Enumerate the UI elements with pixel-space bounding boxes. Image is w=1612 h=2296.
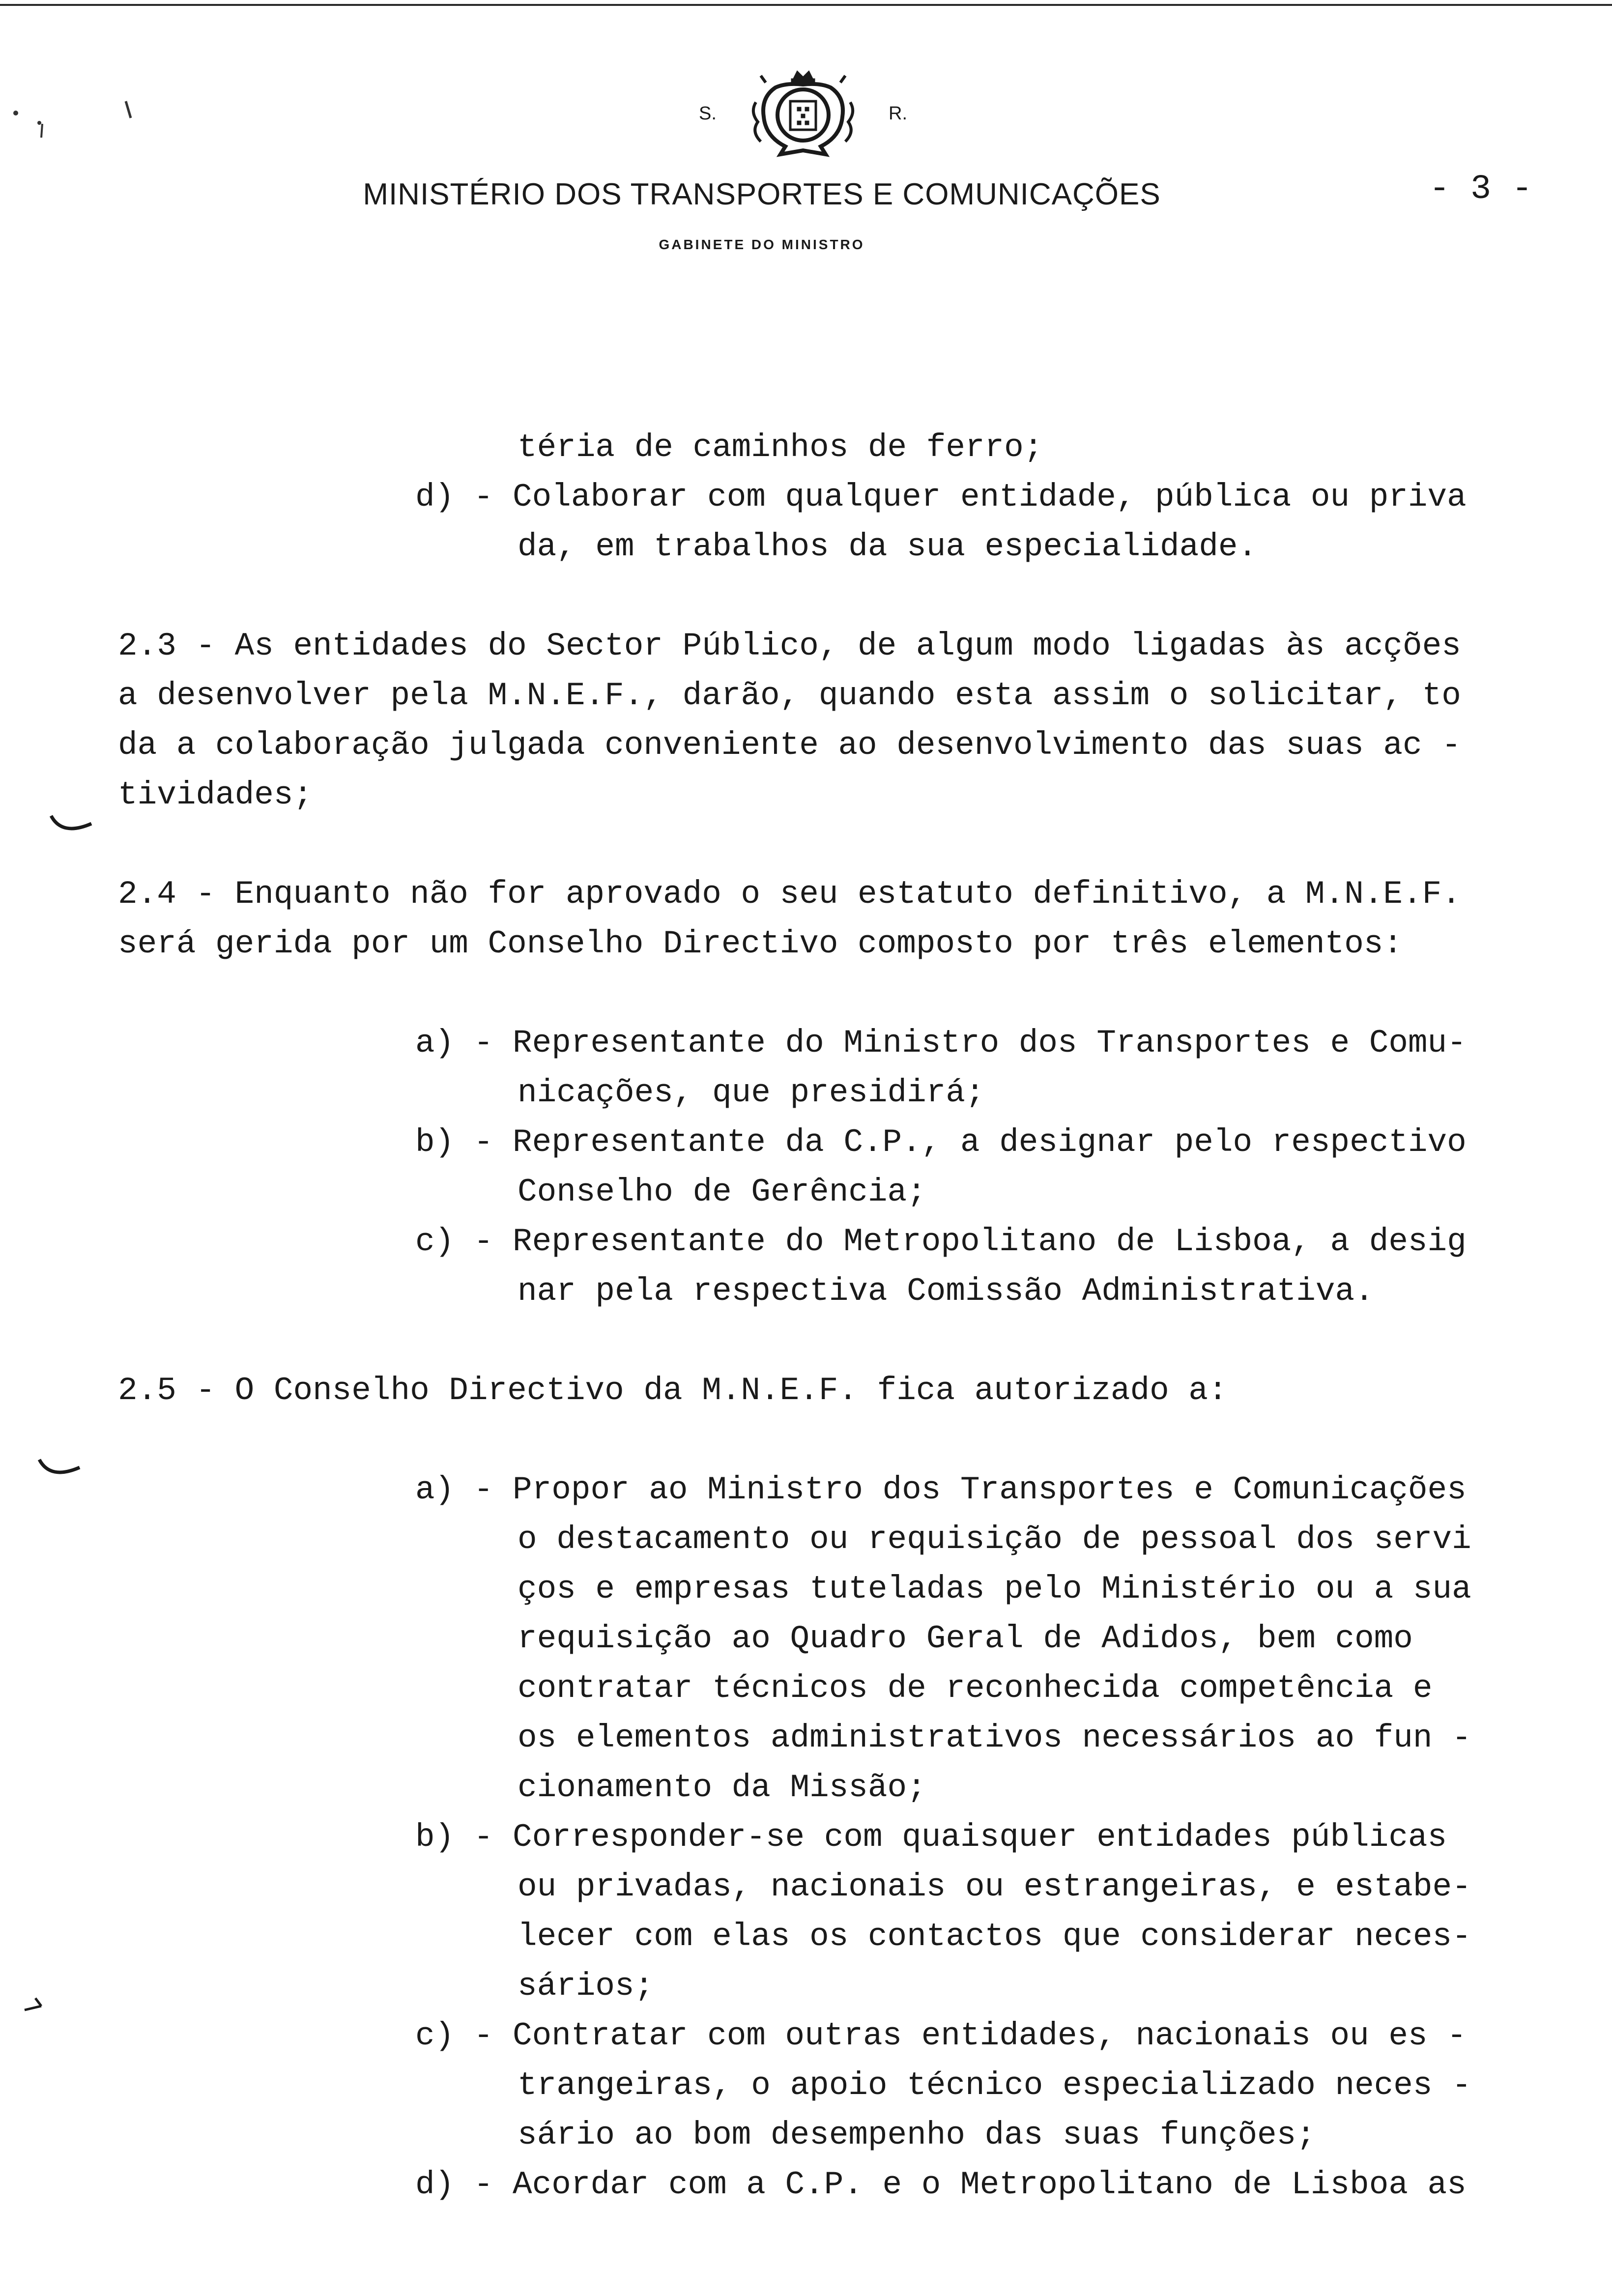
text-line: nicações, que presidirá;: [518, 1074, 985, 1111]
text-line: a) - Representante do Ministro dos Transportes e Comu-: [415, 1025, 1467, 1062]
text-line: requisição ao Quadro Geral de Adidos, bem como: [518, 1620, 1413, 1657]
text-line: b) - Corresponder-se com quaisquer entidades públicas: [415, 1819, 1447, 1856]
text-line: a desenvolver pela M.N.E.F., darão, quando esta assim o solicitar, to: [118, 677, 1461, 714]
margin-specks: [10, 98, 138, 143]
header-r-letter: R.: [889, 103, 907, 124]
text-line: trangeiras, o apoio técnico especializado neces -: [518, 2067, 1471, 2104]
margin-check-mark: [47, 811, 96, 845]
page-number: - 3 -: [1429, 170, 1533, 209]
text-line: ços e empresas tuteladas pelo Ministério ou a sua: [518, 1571, 1471, 1607]
cabinet-subtitle: GABINETE DO MINISTRO: [659, 237, 865, 252]
text-line: sário ao bom desempenho das suas funções;: [518, 2117, 1316, 2153]
text-line: 2.5 - O Conselho Directivo da M.N.E.F. fica autorizado a:: [118, 1372, 1228, 1409]
text-line: ou privadas, nacionais ou estrangeiras, e estabe-: [518, 1868, 1471, 1905]
margin-check-mark: [35, 1455, 85, 1489]
text-line: lecer com elas os contactos que considerar neces-: [518, 1918, 1471, 1955]
text-line: sários;: [518, 1968, 654, 2005]
text-line: da a colaboração julgada conveniente ao desenvolvimento das suas ac -: [118, 727, 1461, 764]
top-rule: [0, 4, 1612, 6]
text-line: téria de caminhos de ferro;: [518, 429, 1043, 466]
text-line: d) - Acordar com a C.P. e o Metropolitano de Lisboa as: [415, 2166, 1467, 2203]
text-line: 2.3 - As entidades do Sector Público, de algum modo ligadas às acções: [118, 628, 1461, 664]
text-line: da, em trabalhos da sua especialidade.: [518, 528, 1258, 565]
ministry-name: MINISTÉRIO DOS TRANSPORTES E COMUNICAÇÕES: [363, 177, 1161, 211]
text-line: o destacamento ou requisição de pessoal dos servi: [518, 1521, 1471, 1558]
margin-pen-mark: [22, 1995, 56, 2015]
text-line: será gerida por um Conselho Directivo composto por três elementos:: [118, 925, 1403, 962]
text-line: tividades;: [118, 776, 313, 813]
text-line: Conselho de Gerência;: [518, 1174, 926, 1210]
text-line: contratar técnicos de reconhecida competência e: [518, 1670, 1433, 1707]
text-line: os elementos administrativos necessários ao fun -: [518, 1720, 1471, 1756]
text-line: c) - Contratar com outras entidades, nacionais ou es -: [415, 2017, 1467, 2054]
text-line: cionamento da Missão;: [518, 1769, 926, 1806]
text-line: 2.4 - Enquanto não for aprovado o seu estatuto definitivo, a M.N.E.F.: [118, 876, 1461, 913]
text-line: c) - Representante do Metropolitano de Lisboa, a desig: [415, 1223, 1467, 1260]
text-line: d) - Colaborar com qualquer entidade, pública ou priva: [415, 479, 1467, 516]
text-line: nar pela respectiva Comissão Administrativa.: [518, 1273, 1374, 1310]
text-line: b) - Representante da C.P., a designar pelo respectivo: [415, 1124, 1467, 1161]
header-s-letter: S.: [699, 103, 717, 124]
text-line: a) - Propor ao Ministro dos Transportes e Comunicações: [415, 1471, 1467, 1508]
coat-of-arms-emblem: [746, 68, 860, 161]
